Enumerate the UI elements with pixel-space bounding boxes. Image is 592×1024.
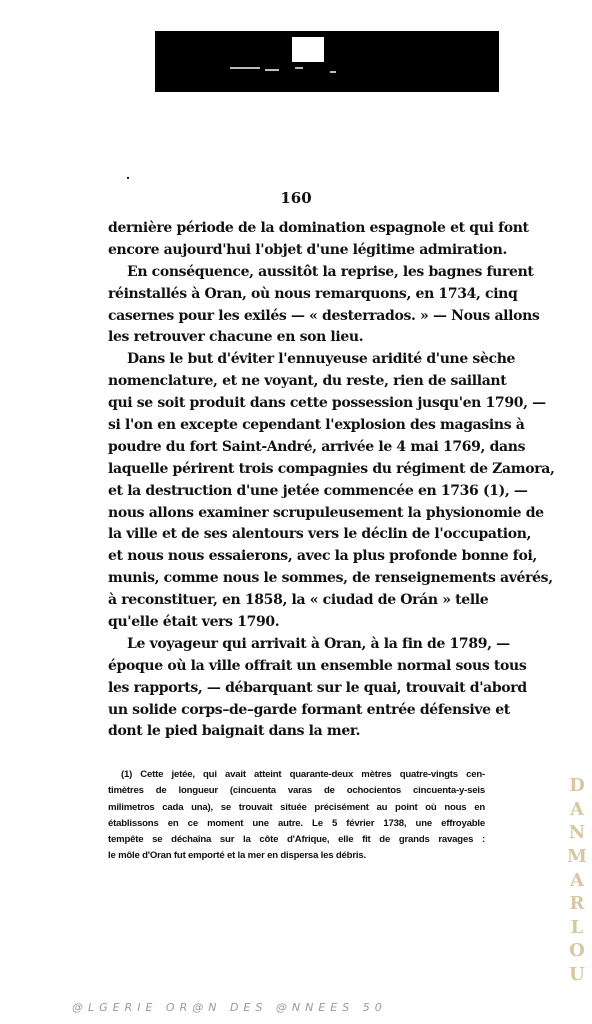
watermark-letter: M: [567, 845, 587, 867]
text-line: dont le pied baignait dans la mer.: [108, 723, 361, 740]
footnote-line: timètres de longueur (cincuenta varas de ochocientos cincuenta-y-seis: [108, 785, 485, 797]
watermark-letter: A: [570, 798, 584, 820]
body-text: [108, 218, 555, 743]
paragraph: [108, 262, 540, 350]
text-line: époque où la ville offrait un ensemble normal sous tous: [108, 657, 527, 674]
watermark-letter: L: [570, 916, 584, 938]
paragraph: [108, 218, 529, 262]
text-line: En conséquence, aussitôt la reprise, les bagnes furent: [127, 263, 534, 280]
footnote-line: le môle d'Oran fut emporté et la mer en dispersa les débris.: [108, 850, 366, 862]
page-number: 160: [280, 189, 312, 207]
redaction-gap: [292, 37, 324, 62]
scan-dot: [127, 177, 129, 179]
text-line: munis, comme nous le sommes, de renseignements avérés,: [108, 570, 553, 587]
footnote-line: (1) Cette jetée, qui avait atteint quarante-deux mètres quatre-vingts cen-: [121, 769, 485, 780]
text-line: encore aujourd'hui l'objet d'une légitime admiration.: [108, 241, 507, 258]
text-line: les rapports, — débarquant sur le quai, trouvait d'abord: [108, 679, 527, 696]
text-line: nomenclature, et ne voyant, du reste, rien de saillant: [108, 373, 507, 390]
text-line: les retrouver chacune en son lieu.: [108, 329, 364, 346]
bottom-watermark: @LGERIE OR@N DES @NNEES 50: [72, 1001, 387, 1014]
text-line: dernière période de la domination espagnole et qui font: [108, 220, 529, 236]
scan-artifact: [330, 71, 336, 73]
footnote-line: établissons en ce moment une autre. Le 5 février 1738, une effroyable: [108, 817, 485, 829]
text-line: qui se soit produit dans cette possession jusqu'en 1790, —: [108, 395, 546, 412]
redaction-bar: [155, 31, 499, 92]
text-line: si l'on en excepte cependant l'explosion des magasins à: [108, 417, 525, 434]
text-line: un solide corps–de–garde formant entrée défensive et: [108, 701, 510, 718]
vertical-watermark: [562, 775, 592, 985]
text-line: à reconstituer, en 1858, la « ciudad de Orán » telle: [108, 592, 489, 609]
watermark-letter: D: [569, 775, 585, 796]
text-line: la ville et de ses alentours vers le déclin de l'occupation,: [108, 526, 532, 543]
watermark-letter: R: [569, 893, 585, 915]
text-line: et la destruction d'une jetée commencée en 1736 (1), —: [108, 482, 528, 499]
text-line: laquelle périrent trois compagnies du régiment de Zamora,: [108, 460, 555, 477]
text-line: et nous nous essaierons, avec la plus profonde bonne foi,: [108, 548, 537, 565]
footnote-line: tempête se déchaîna sur la côte d'Afrique, elle fit de grands ravages :: [108, 834, 485, 846]
footnote-line: milimetros cada una), se trouvait située précisément au point où nous en: [108, 801, 485, 813]
text-line: Dans le but d'éviter l'ennuyeuse aridité d'une sèche: [127, 351, 516, 368]
scan-artifact: [265, 69, 279, 71]
watermark-letter: O: [569, 940, 585, 962]
watermark-letter: A: [570, 869, 584, 891]
paragraph: [108, 349, 555, 634]
scan-artifact: [295, 67, 303, 69]
paragraph: [108, 634, 527, 743]
footnote: [108, 767, 485, 865]
text-line: Le voyageur qui arrivait à Oran, à la fin de 1789, —: [127, 635, 510, 652]
text-line: poudre du fort Saint-André, arrivée le 4 mai 1769, dans: [108, 438, 526, 455]
text-line: nous allons examiner scrupuleusement la physionomie de: [108, 504, 544, 521]
text-line: casernes pour les exilés — « desterrados. » — Nous allons: [108, 307, 540, 324]
watermark-letter: U: [569, 964, 585, 985]
scan-artifact: [230, 67, 260, 69]
watermark-letter: N: [568, 822, 586, 844]
text-line: réinstallés à Oran, où nous remarquons, en 1734, cinq: [108, 285, 518, 302]
text-line: qu'elle était vers 1790.: [108, 614, 280, 631]
